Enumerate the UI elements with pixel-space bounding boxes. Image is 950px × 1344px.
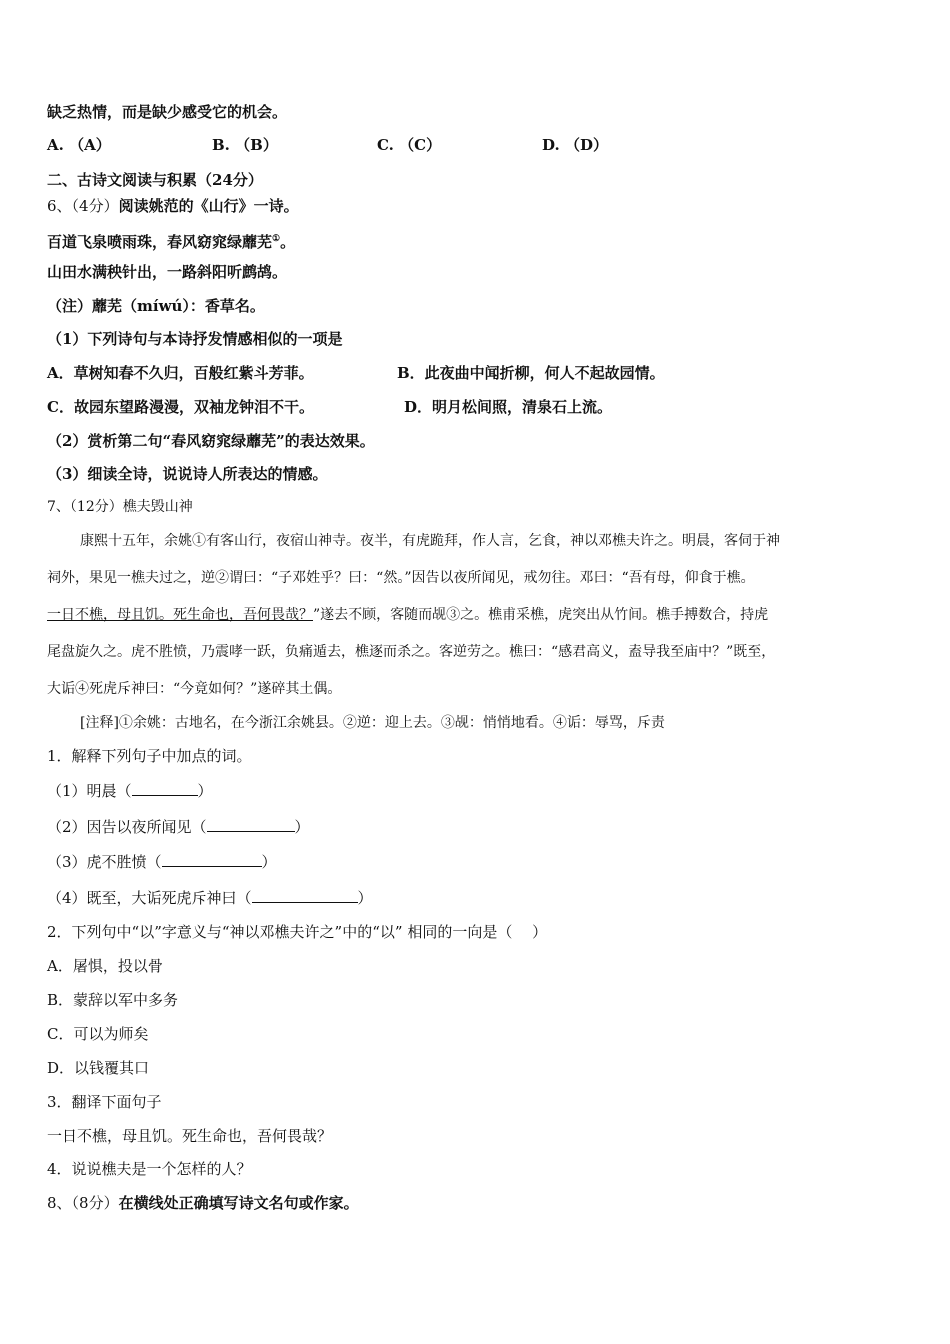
q8-heading: 8、（8分）在横线处正确填写诗文名句或作家。 [47,1194,359,1212]
q6-note: （注）蘼芜（míwú）：香草名。 [47,297,265,315]
q7-q2-option-c: C．可以为师矣 [47,1025,149,1043]
q7-question-3: 3．翻译下面句子 [47,1093,162,1111]
q6-options-row2 [47,397,847,417]
prev-option-c: C. （C） [377,136,442,154]
q7-q1-item-4: （4）既至，大诟死虎斥神曰（ ） [47,889,373,907]
q7-passage-line3: 一日不樵，母且饥。死生命也，吾何畏哉？”遂去不顾，客随而觇③之。樵甫采樵，虎突出从竹间。樵手搏数合，持虎 [47,607,769,623]
q7-passage-line2: 祠外，果见一樵夫过之，逆②谓曰：“子邓姓乎？曰：“然。”因告以夜所闻见，戒勿往。邓曰：“吾有母，仰食于樵。 [47,570,755,586]
section-title: 二、古诗文阅读与积累（24分） [47,171,263,189]
q7-question-1: 1．解释下列句子中加点的词。 [47,747,252,765]
q6-options-row1 [47,363,847,383]
q7-passage-line1: 康熙十五年，余姚①有客山行，夜宿山神寺。夜半，有虎跪拜，作人言，乞食，神以邓樵夫许之。明晨，客伺于神 [80,533,780,549]
q6-subquestion-3: （3）细读全诗，说说诗人所表达的情感。 [47,465,328,483]
underlined-sentence: 一日不樵，母且饥。死生命也，吾何畏哉？ [47,607,313,623]
answer-blank[interactable] [207,816,295,832]
q7-q2-option-b: B．蒙辞以军中多务 [47,991,179,1009]
q6-subquestion-2: （2）赏析第二句“春风窈窕绿蘼芜”的表达效果。 [47,432,375,450]
prev-options-row [47,135,847,155]
q7-q3-sentence: 一日不樵，母且饥。死生命也，吾何畏哉？ [47,1127,333,1145]
q6-option-d: D．明月松间照，清泉石上流。 [404,398,613,416]
prev-question-tail: 缺乏热情，而是缺少感受它的机会。 [47,103,288,121]
q6-subquestion-1: （1）下列诗句与本诗抒发情感相似的一项是 [47,330,343,348]
q7-question-2: 2．下列句中“以”字意义与“神以邓樵夫许之”中的“以” 相同的一向是（ ） [47,923,548,941]
q6-option-b: B．此夜曲中闻折柳，何人不起故园情。 [397,364,665,382]
prev-option-a: A. （A） [47,136,111,154]
q6-heading: 6、（4分）阅读姚范的《山行》一诗。 [47,197,299,215]
q7-question-4: 4．说说樵夫是一个怎样的人？ [47,1160,252,1178]
q7-heading: 7、（12分）樵夫毁山神 [47,499,193,515]
q7-passage-line5: 大诟④死虎斥神曰：“今竟如何？”遂碎其土偶。 [47,681,342,697]
answer-blank[interactable] [132,780,198,796]
q7-q1-item-1: （1）明晨（ ） [47,782,213,800]
q7-q2-option-d: D．以钱覆其口 [47,1059,150,1077]
prev-option-b: B. （B） [212,136,278,154]
answer-blank[interactable] [162,851,262,867]
q7-q1-item-2: （2）因告以夜所闻见（ ） [47,818,310,836]
q7-passage-line4: 尾盘旋久之。虎不胜愤，乃震哮一跃，负痛遁去，樵逐而杀之。客逆劳之。樵曰：“感君高义，盍导我至庙中？”既至， [47,644,776,660]
q6-option-c: C．故园东望路漫漫，双袖龙钟泪不干。 [47,398,314,416]
q7-q1-item-3: （3）虎不胜愤（ ） [47,853,277,871]
prev-option-d: D. （D） [542,136,608,154]
q6-option-a: A．草树知春不久归，百般红紫斗芳菲。 [47,364,314,382]
answer-blank[interactable] [252,887,358,903]
q7-q2-option-a: A．屠惧，投以骨 [47,957,163,975]
q6-poem-line2: 山田水满秧针出，一路斜阳听鹧鸪。 [47,263,288,281]
q6-poem-line1: 百道飞泉喷雨珠，春风窈窕绿蘼芜①。 [47,233,296,251]
q7-notes: [注释]①余姚：古地名，在今浙江余姚县。②逆：迎上去。③觇：悄悄地看。④诟：辱骂，斥责 [80,715,665,731]
